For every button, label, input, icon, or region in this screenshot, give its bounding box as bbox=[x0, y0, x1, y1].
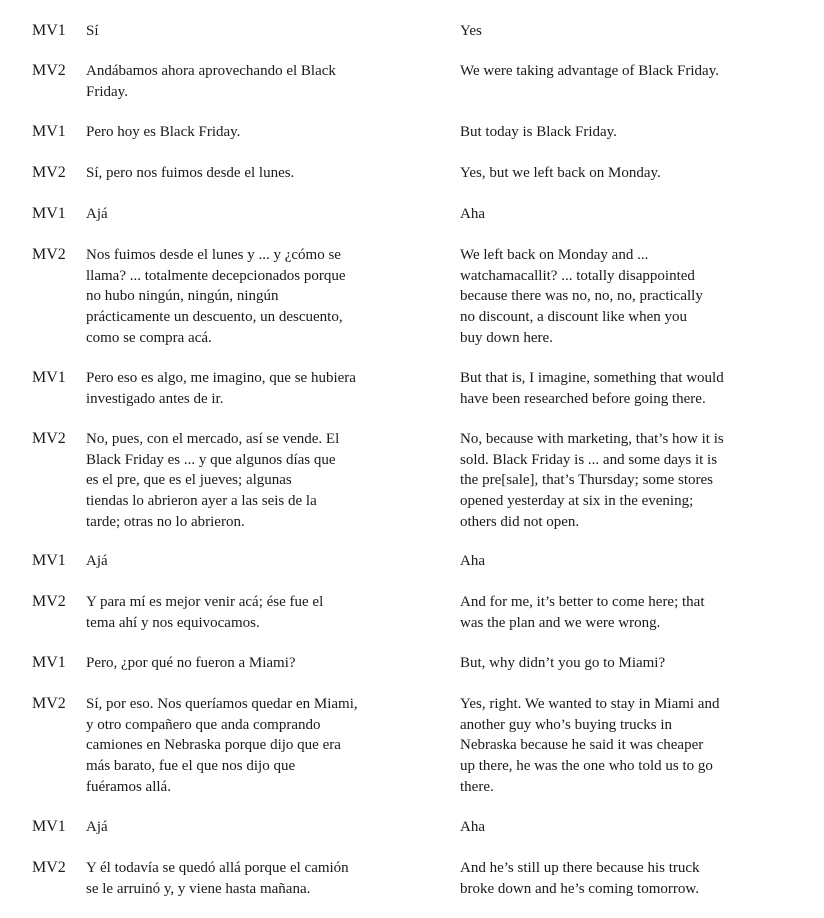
english-line: And for me, it’s better to come here; that bbox=[460, 594, 705, 610]
english-text bbox=[460, 122, 805, 143]
speaker-label: MV1 bbox=[32, 205, 66, 222]
spanish-text bbox=[86, 245, 431, 349]
spanish-line: Andábamos ahora aprovechando el Black bbox=[86, 63, 336, 79]
spanish-text bbox=[86, 21, 431, 42]
english-text bbox=[460, 592, 805, 633]
english-line: there. bbox=[460, 778, 494, 795]
spanish-text bbox=[86, 817, 431, 838]
speaker-label: MV2 bbox=[32, 695, 66, 712]
spanish-line: Y para mí es mejor venir acá; ése fue el bbox=[86, 594, 324, 610]
english-line: have been researched before going there. bbox=[460, 390, 706, 407]
english-text bbox=[460, 61, 805, 82]
spanish-line: Nos fuimos desde el lunes y ... y ¿cómo se bbox=[86, 247, 341, 263]
spanish-line: es el pre, que es el jueves; algunas bbox=[86, 472, 292, 489]
english-text bbox=[460, 21, 805, 42]
spanish-line: como se compra acá. bbox=[86, 329, 212, 346]
spanish-line: no hubo ningún, ningún, ningún bbox=[86, 288, 279, 305]
english-line: We left back on Monday and ... bbox=[460, 247, 649, 263]
english-text bbox=[460, 429, 805, 533]
spanish-line: se le arruinó y, y viene hasta mañana. bbox=[86, 880, 311, 897]
spanish-text bbox=[86, 61, 431, 102]
spanish-line: Pero, ¿por qué no fueron a Miami? bbox=[86, 655, 296, 671]
speaker-label: MV2 bbox=[32, 62, 66, 79]
spanish-line: investigado antes de ir. bbox=[86, 390, 224, 407]
speaker-label: MV1 bbox=[32, 22, 66, 39]
english-line: up there, he was the one who told us to go bbox=[460, 758, 713, 775]
spanish-line: tarde; otras no lo abrieron. bbox=[86, 513, 245, 530]
english-line: Yes bbox=[460, 23, 482, 39]
spanish-line: Ajá bbox=[86, 206, 108, 222]
speaker-label: MV2 bbox=[32, 430, 66, 447]
spanish-text bbox=[86, 592, 431, 633]
english-line: Yes, right. We wanted to stay in Miami and bbox=[460, 696, 720, 712]
spanish-line: camiones en Nebraska porque dijo que era bbox=[86, 737, 341, 754]
spanish-line: más barato, fue el que nos dijo que bbox=[86, 758, 296, 775]
english-line: broke down and he’s coming tomorrow. bbox=[460, 880, 699, 897]
english-line: But today is Black Friday. bbox=[460, 124, 617, 140]
speaker-label: MV2 bbox=[32, 164, 66, 181]
english-text bbox=[460, 653, 805, 674]
spanish-line: tiendas lo abrieron ayer a las seis de la bbox=[86, 493, 317, 510]
english-line: Nebraska because he said it was cheaper bbox=[460, 737, 704, 754]
english-text bbox=[460, 204, 805, 225]
english-text bbox=[460, 551, 805, 572]
speaker-label: MV1 bbox=[32, 654, 66, 671]
speaker-label: MV2 bbox=[32, 859, 66, 876]
english-line: another guy who’s buying trucks in bbox=[460, 716, 673, 733]
spanish-line: Pero hoy es Black Friday. bbox=[86, 124, 241, 140]
spanish-text bbox=[86, 653, 431, 674]
spanish-text bbox=[86, 368, 431, 409]
spanish-line: Friday. bbox=[86, 83, 128, 100]
english-line: the pre[sale], that’s Thursday; some stores bbox=[460, 472, 713, 489]
english-line: watchamacallit? ... totally disappointed bbox=[460, 267, 695, 284]
english-line: And he’s still up there because his truck bbox=[460, 860, 700, 876]
english-line: But that is, I imagine, something that would bbox=[460, 370, 724, 386]
spanish-line: fuéramos allá. bbox=[86, 778, 171, 795]
english-text bbox=[460, 858, 805, 899]
english-line: Yes, but we left back on Monday. bbox=[460, 165, 661, 181]
english-line: was the plan and we were wrong. bbox=[460, 614, 661, 631]
spanish-text bbox=[86, 163, 431, 184]
english-text bbox=[460, 163, 805, 184]
english-text bbox=[460, 245, 805, 349]
english-line: because there was no, no, no, practically bbox=[460, 288, 703, 305]
english-text bbox=[460, 368, 805, 409]
spanish-text bbox=[86, 858, 431, 899]
spanish-text bbox=[86, 204, 431, 225]
spanish-line: Ajá bbox=[86, 819, 108, 835]
english-line: sold. Black Friday is ... and some days it is bbox=[460, 451, 718, 468]
spanish-text bbox=[86, 122, 431, 143]
spanish-line: Sí bbox=[86, 23, 99, 39]
english-text bbox=[460, 817, 805, 838]
english-text bbox=[460, 694, 805, 798]
english-line: no discount, a discount like when you bbox=[460, 309, 688, 326]
english-line: Aha bbox=[460, 553, 485, 569]
english-line: others did not open. bbox=[460, 513, 580, 530]
english-line: Aha bbox=[460, 819, 485, 835]
speaker-label: MV1 bbox=[32, 123, 66, 140]
speaker-label: MV1 bbox=[32, 552, 66, 569]
spanish-line: tema ahí y nos equivocamos. bbox=[86, 614, 260, 631]
english-line: We were taking advantage of Black Friday. bbox=[460, 63, 719, 79]
spanish-line: Pero eso es algo, me imagino, que se hubiera bbox=[86, 370, 356, 386]
english-line: opened yesterday at six in the evening; bbox=[460, 493, 694, 510]
english-line: Aha bbox=[460, 206, 485, 222]
speaker-label: MV1 bbox=[32, 369, 66, 386]
speaker-label: MV2 bbox=[32, 593, 66, 610]
spanish-line: Black Friday es ... y que algunos días que bbox=[86, 451, 336, 468]
spanish-line: Ajá bbox=[86, 553, 108, 569]
english-line: But, why didn’t you go to Miami? bbox=[460, 655, 666, 671]
spanish-text bbox=[86, 551, 431, 572]
spanish-line: llama? ... totalmente decepcionados porque bbox=[86, 267, 346, 284]
spanish-line: No, pues, con el mercado, así se vende. El bbox=[86, 431, 340, 447]
spanish-text bbox=[86, 429, 431, 533]
english-line: No, because with marketing, that’s how it is bbox=[460, 431, 724, 447]
spanish-line: Y él todavía se quedó allá porque el camión bbox=[86, 860, 349, 876]
spanish-line: prácticamente un descuento, un descuento, bbox=[86, 309, 343, 326]
spanish-line: y otro compañero que anda comprando bbox=[86, 716, 321, 733]
spanish-text bbox=[86, 694, 431, 798]
speaker-label: MV1 bbox=[32, 818, 66, 835]
speaker-label: MV2 bbox=[32, 246, 66, 263]
english-line: buy down here. bbox=[460, 329, 553, 346]
spanish-line: Sí, pero nos fuimos desde el lunes. bbox=[86, 165, 295, 181]
spanish-line: Sí, por eso. Nos queríamos quedar en Miami, bbox=[86, 696, 358, 712]
